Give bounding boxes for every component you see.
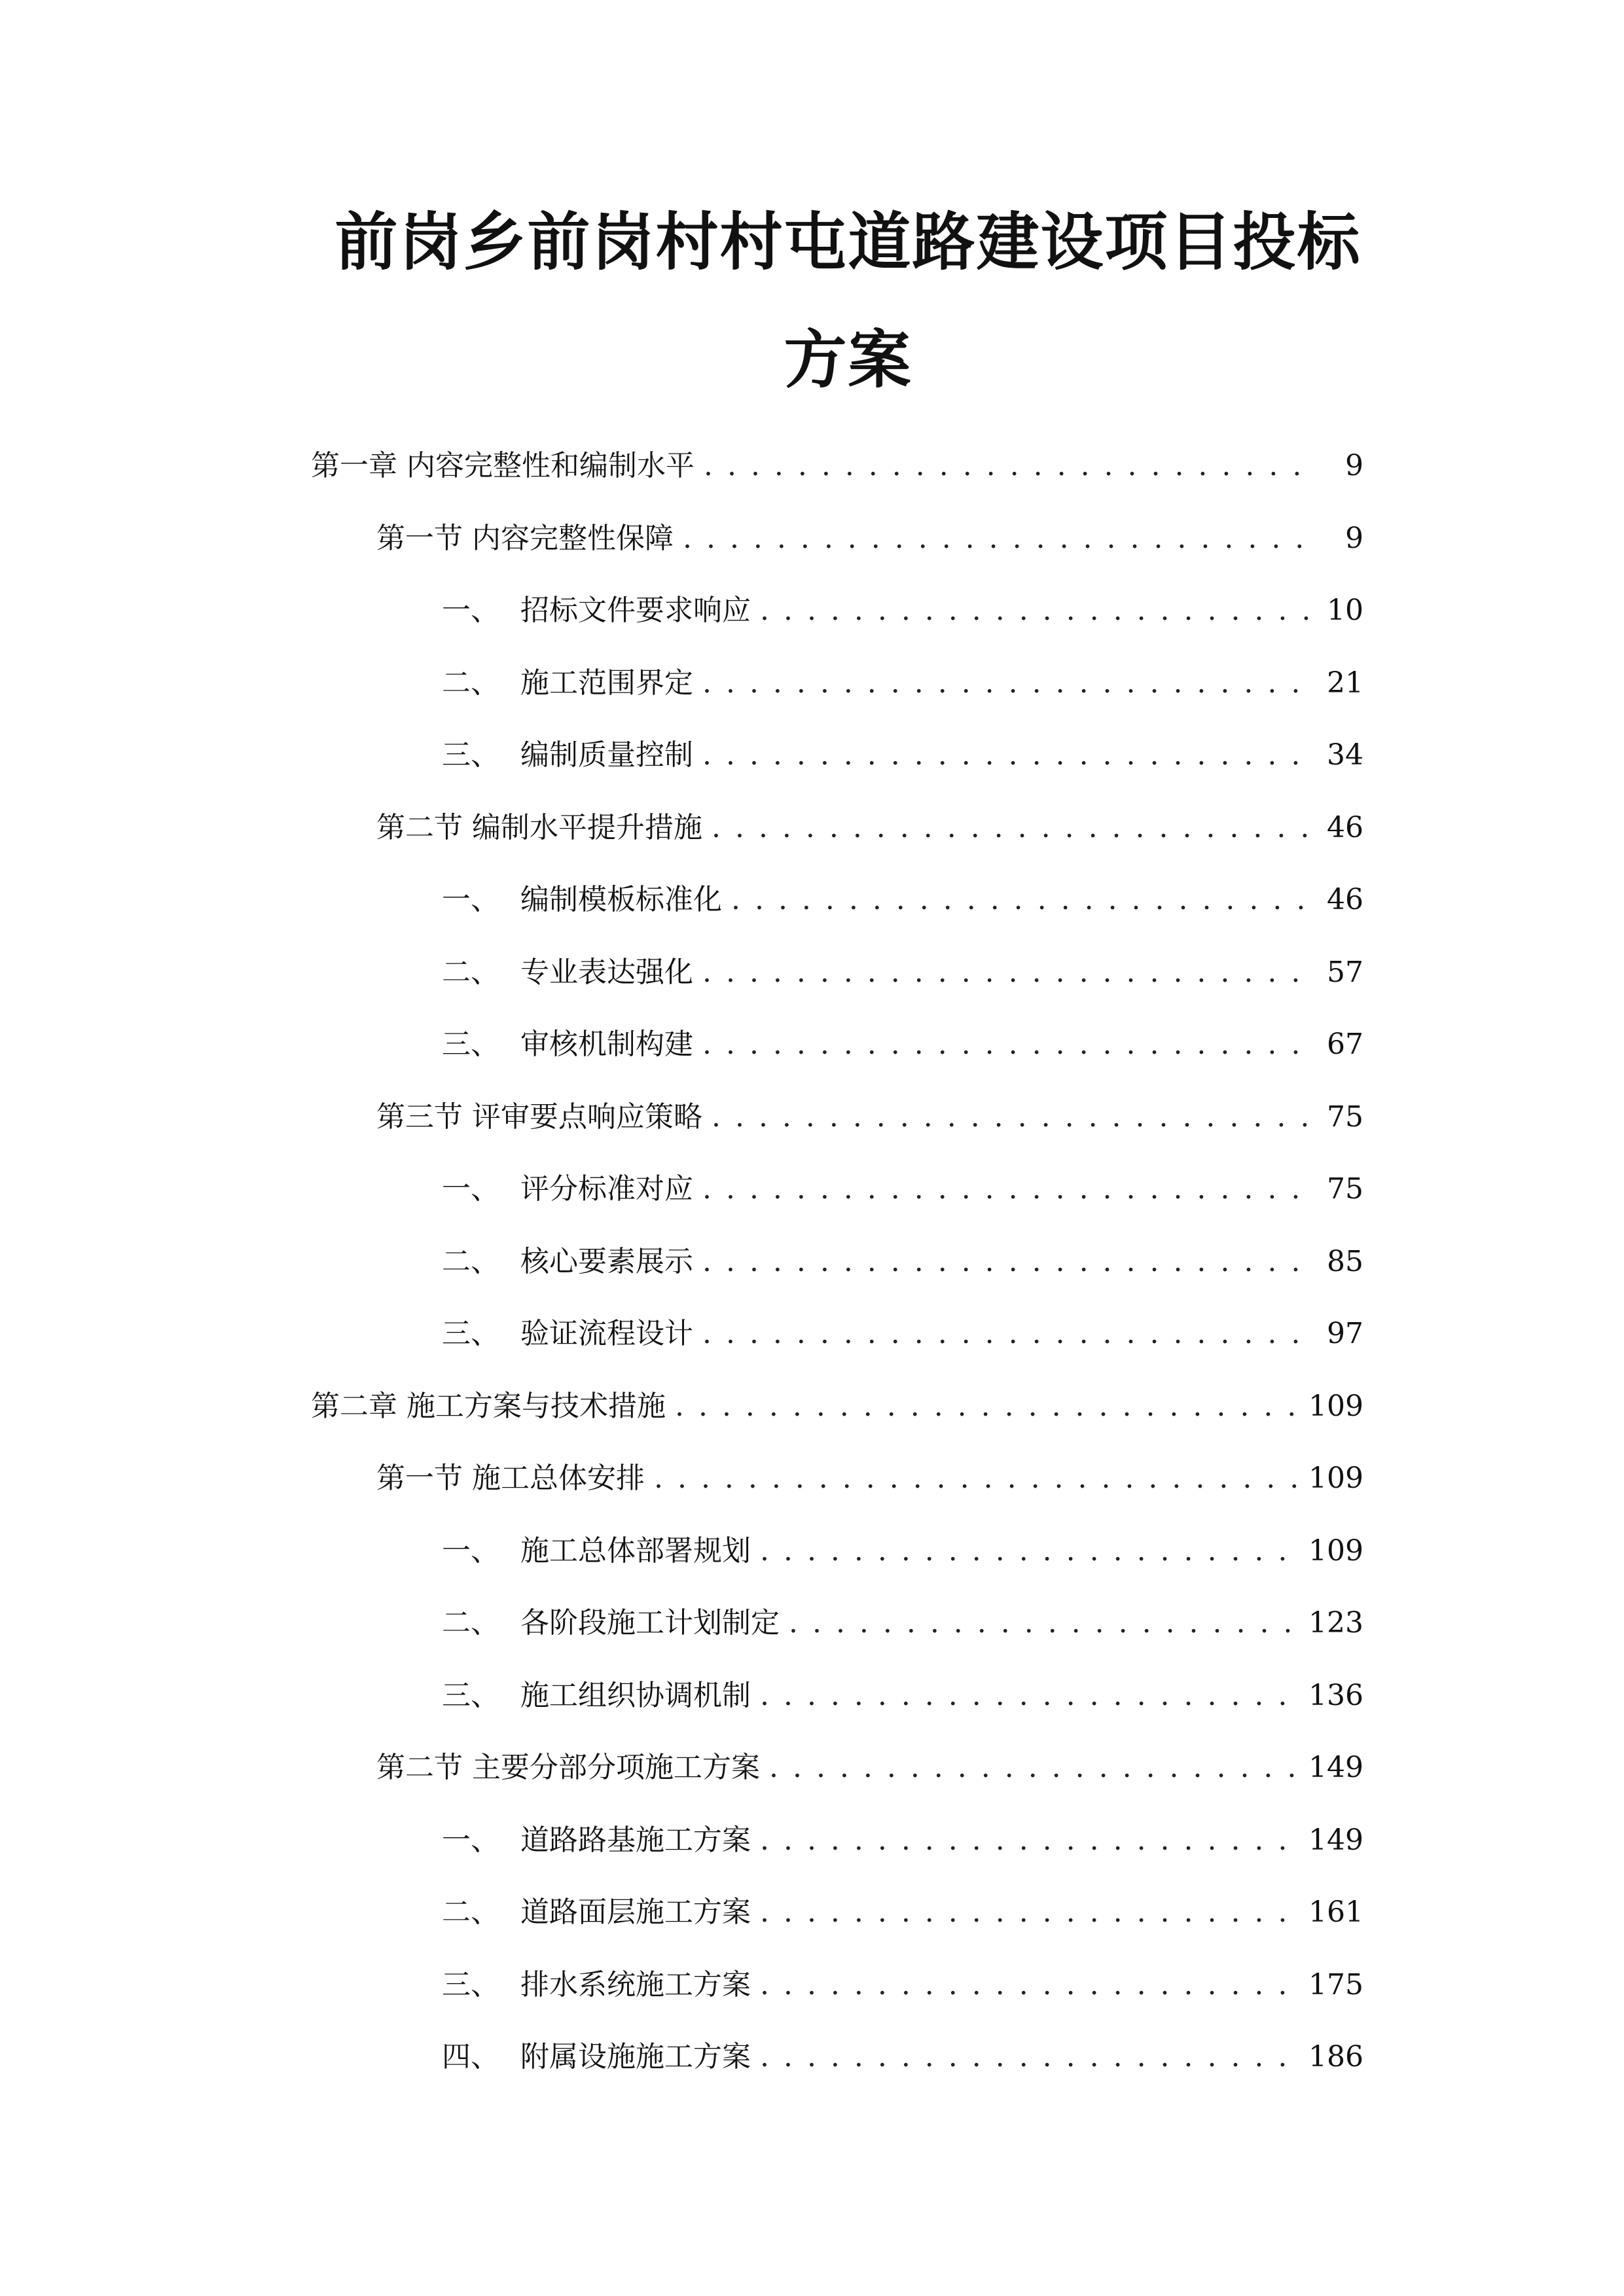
toc-dot-leader [654,1452,1299,1505]
toc-dot-leader [712,802,1315,854]
toc-page-number: 10 [1327,594,1363,627]
toc-dot-leader [702,729,1315,781]
toc-dot-leader [789,1597,1299,1649]
toc-entry-number: 四、 [442,2040,499,2073]
toc-entry-text: 道路面层施工方案 [520,1895,751,1929]
toc-entry-text: 招标文件要求响应 [520,594,751,627]
toc-entry[interactable] [376,1091,1363,1143]
toc-entry-label: 第二节 主要分部分项施工方案 [376,1751,760,1784]
toc-page-number: 46 [1327,811,1363,844]
toc-entry-text: 附属设施施工方案 [520,2040,751,2073]
toc-entry-text: 编制模板标准化 [520,883,722,916]
toc-entry[interactable] [442,1525,1363,1577]
toc-entry-text: 评分标准对应 [520,1172,693,1206]
toc-entry-number: 二、 [442,1245,499,1278]
toc-entry-label [442,2031,751,2083]
document-title-line-1: 前岗乡前岗村村屯道路建设项目投标 [334,206,1362,279]
toc-entry-label [442,1163,693,1215]
toc-page-number: 46 [1327,883,1363,916]
toc-entry[interactable] [376,1452,1363,1505]
toc-entry[interactable] [442,1670,1363,1722]
toc-entry-number: 一、 [442,1172,499,1206]
toc-entry[interactable] [442,584,1363,637]
toc-entry-label [442,1670,751,1722]
toc-page-number: 123 [1308,1606,1363,1640]
toc-dot-leader [760,1959,1299,2011]
toc-entry-text: 专业表达强化 [520,956,693,989]
toc-entry-text: 道路路基施工方案 [520,1823,751,1857]
toc-dot-leader [760,1886,1299,1939]
toc-page-number: 149 [1308,1823,1363,1857]
toc-entry[interactable] [442,729,1363,781]
toc-entry-number: 二、 [442,1606,499,1640]
toc-entry[interactable] [442,946,1363,999]
toc-entry[interactable] [442,1308,1363,1360]
toc-entry-label [442,1814,751,1867]
toc-entry-text: 施工范围界定 [520,666,693,700]
toc-entry[interactable] [376,1742,1363,1794]
toc-entry[interactable] [442,874,1363,926]
toc-entry-number: 二、 [442,956,499,989]
toc-entry[interactable] [442,1018,1363,1071]
toc-entry-label [442,729,693,781]
toc-entry-number: 一、 [442,594,499,627]
toc-page-number: 161 [1308,1895,1363,1929]
toc-entry-label: 第一节 施工总体安排 [376,1462,645,1495]
toc-dot-leader [702,1163,1315,1215]
toc-entry-number: 三、 [442,1679,499,1712]
toc-entry[interactable] [442,1163,1363,1215]
toc-entry[interactable] [442,1236,1363,1288]
toc-page-number: 67 [1327,1028,1363,1061]
toc-entry-number: 三、 [442,738,499,772]
toc-entry-label [442,946,693,999]
toc-entry-number: 二、 [442,666,499,700]
toc-dot-leader [702,657,1315,709]
toc-entry[interactable] [442,1886,1363,1939]
toc-entry-label [442,1308,693,1360]
toc-page-number: 9 [1345,522,1363,555]
toc-entry-number: 三、 [442,1968,499,2001]
toc-page-number: 175 [1308,1968,1363,2001]
toc-page-number: 109 [1308,1390,1363,1423]
toc-entry-label [442,1886,751,1939]
toc-dot-leader [675,1380,1299,1433]
toc-entry[interactable] [311,1380,1363,1433]
toc-entry-number: 三、 [442,1028,499,1061]
toc-entry-label: 第二章 施工方案与技术措施 [311,1390,666,1423]
toc-page-number: 34 [1327,738,1363,772]
toc-entry-label [442,874,722,926]
toc-dot-leader [760,2031,1299,2083]
toc-dot-leader [760,1525,1299,1577]
toc-entry-label: 第三节 评审要点响应策略 [376,1100,702,1134]
toc-page-number: 57 [1327,956,1363,989]
toc-page-number: 21 [1327,666,1363,700]
toc-entry[interactable] [442,1597,1363,1649]
toc-entry[interactable] [376,802,1363,854]
toc-entry-label [442,1018,693,1071]
toc-page-number: 149 [1308,1751,1363,1784]
toc-entry-number: 三、 [442,1317,499,1350]
toc-dot-leader [683,512,1315,565]
toc-entry[interactable] [442,1814,1363,1867]
toc-entry-text: 编制质量控制 [520,738,693,772]
toc-page-number: 9 [1345,449,1363,482]
toc-page-number: 109 [1308,1462,1363,1495]
toc-entry-label: 第一章 内容完整性和编制水平 [311,449,695,482]
toc-entry-text: 验证流程设计 [520,1317,693,1350]
toc-entry[interactable] [376,512,1363,565]
toc-entry-text: 核心要素展示 [520,1245,693,1278]
toc-entry-number: 一、 [442,1534,499,1568]
toc-entry-text: 审核机制构建 [520,1028,693,1061]
toc-entry-label [442,1236,693,1288]
toc-dot-leader [760,1670,1299,1722]
toc-entry-label [442,657,693,709]
toc-entry-text: 施工组织协调机制 [520,1679,751,1712]
toc-page-number: 75 [1327,1172,1363,1206]
toc-dot-leader [702,946,1315,999]
toc-entry-text: 各阶段施工计划制定 [520,1606,780,1640]
toc-page-number: 136 [1308,1679,1363,1712]
toc-entry-text: 施工总体部署规划 [520,1534,751,1568]
toc-dot-leader [704,440,1315,492]
toc-dot-leader [769,1742,1299,1794]
toc-entry-label [442,1525,751,1577]
toc-entry[interactable] [442,657,1363,709]
toc-page-number: 186 [1308,2040,1363,2073]
toc-entry-number: 二、 [442,1895,499,1929]
toc-dot-leader [731,874,1315,926]
toc-entry-label [442,1597,780,1649]
toc-entry-number: 一、 [442,1823,499,1857]
toc-dot-leader [702,1018,1315,1071]
toc-page-number: 97 [1327,1317,1363,1350]
toc-entry-label [442,1959,751,2011]
toc-dot-leader [760,584,1315,637]
document-title-line-2: 方案 [784,323,912,397]
toc-entry[interactable] [311,440,1363,492]
toc-page-number: 109 [1308,1534,1363,1568]
toc-dot-leader [702,1308,1315,1360]
toc-entry-text: 排水系统施工方案 [520,1968,751,2001]
toc-entry-label: 第二节 编制水平提升措施 [376,811,702,844]
toc-dot-leader [712,1091,1315,1143]
toc-page-number: 75 [1327,1100,1363,1134]
toc-entry-number: 一、 [442,883,499,916]
toc-dot-leader [760,1814,1299,1867]
toc-entry-label: 第一节 内容完整性保障 [376,522,674,555]
toc-dot-leader [702,1236,1315,1288]
toc-entry[interactable] [442,1959,1363,2011]
toc-entry[interactable] [442,2031,1363,2083]
toc-entry-label [442,584,751,637]
toc-page-number: 85 [1327,1245,1363,1278]
